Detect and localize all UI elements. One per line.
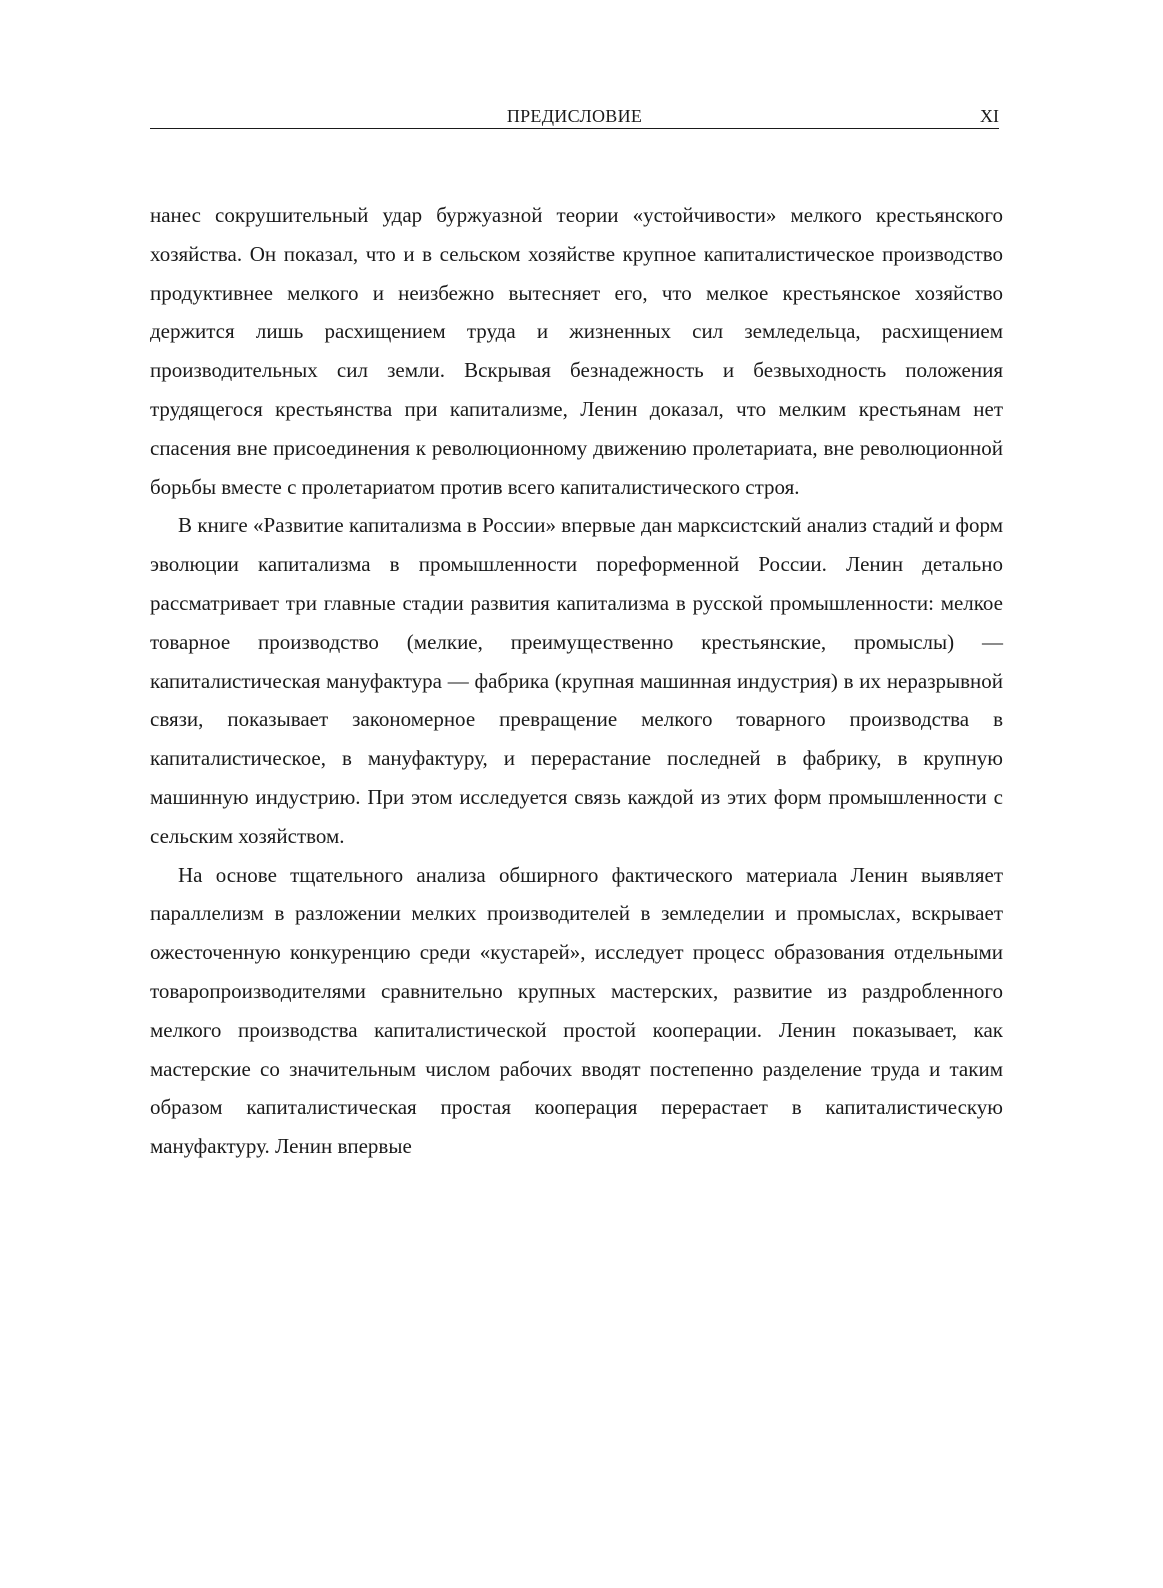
header-title: ПРЕДИСЛОВИЕ <box>506 106 643 126</box>
paragraph-continued: нанес сокрушительный удар буржуазной теории «устойчивости» мелкого крестьянского хозяйства. Он показал, что и в сельском хозяйстве крупное капиталистическое производство продуктивнее мелкого и неизбежно вытесняет его, что мелкое крестьянское хозяйство держится лишь расхищением труда и жизненных сил земледельца, расхищением производительных сил земли. Вскрывая безнадежность и безвыходность положения трудящегося крестьянства при капитализме, Ленин доказал, что мелким крестьянам нет спасения вне присоединения к революционному движению пролетариата, вне революционной борьбы вместе с пролетариатом против всего капиталистического строя. <box>150 203 1003 499</box>
paragraph: В книге «Развитие капитализма в России» впервые дан марксистский анализ стадий и форм эволюции капитализма в промышленности пореформенной России. Ленин детально рассматривает три главные стадии развития капитализма в русской промышленности: мелкое товарное производство (мелкие, преимущественно крестьянские, промыслы) — капиталистическая мануфактура — фабрика (крупная машинная индустрия) в их неразрывной связи, показывает закономерное превращение мелкого товарного производства в капиталистическое, в мануфактуру, и перерастание последней в фабрику, в крупную машинную индустрию. При этом исследуется связь каждой из этих форм промышленности с сельским хозяйством. <box>150 513 1003 848</box>
paragraph: На основе тщательного анализа обширного фактического материала Ленин выявляет параллелизм в разложении мелких производителей в земледелии и промыслах, вскрывает ожесточенную конкуренцию среди «кустарей», исследует процесс образования отдельными товаропроизводителями сравнительно крупных мастерских, развитие из раздробленного мелкого производства капиталистической простой кооперации. Ленин показывает, как мастерские со значительным числом рабочих вводят постепенно разделение труда и таким образом капиталистическая простая кооперация перерастает в капиталистическую мануфактуру. Ленин впервые <box>150 862 1003 1159</box>
body-text <box>150 196 1003 1166</box>
page-number: XI <box>980 106 999 126</box>
running-header <box>150 104 999 129</box>
